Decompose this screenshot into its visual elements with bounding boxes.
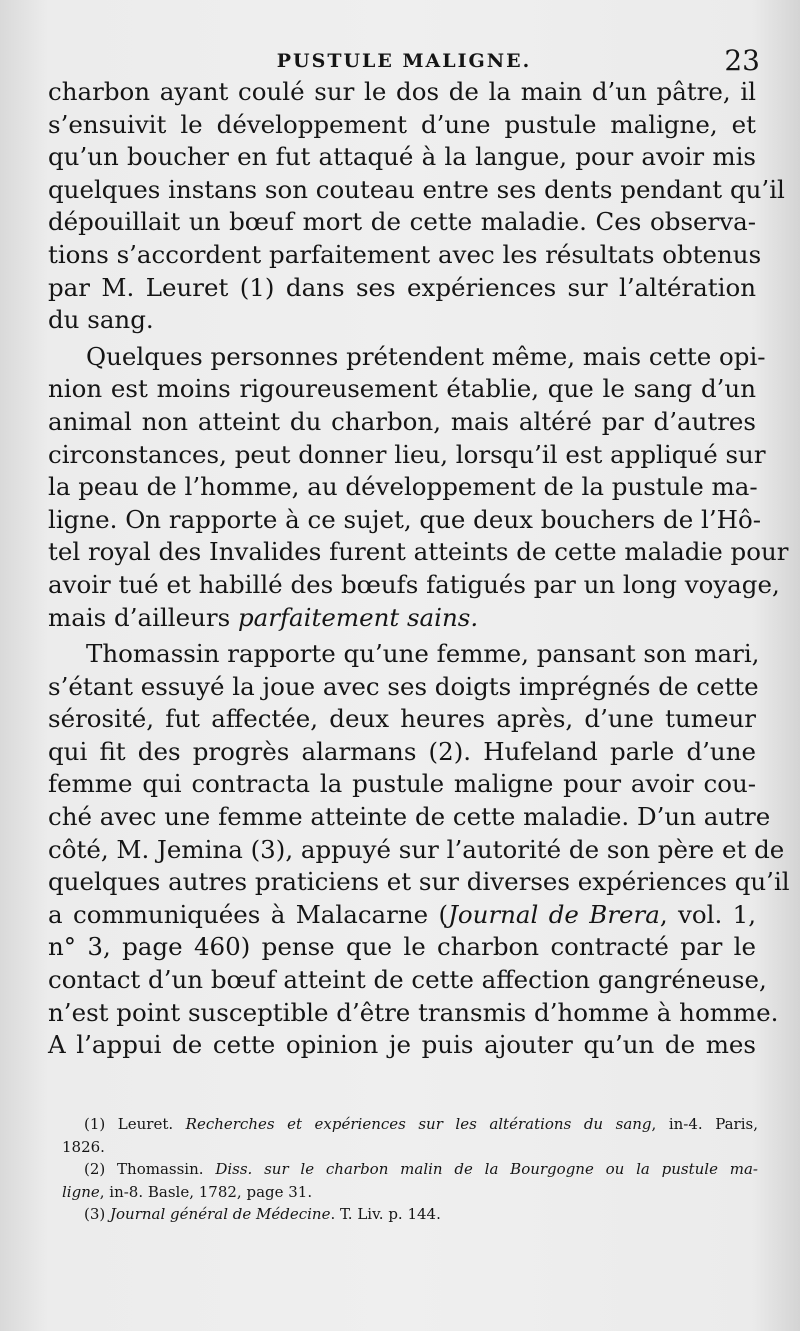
- text-line: qu’un boucher en fut attaqué à la langue, pour avoir mis: [48, 142, 756, 172]
- text-line: nion est moins rigoureusement établie, que le sang d’un: [48, 374, 756, 404]
- text-line: contact d’un bœuf atteint de cette affection gangréneuse,: [48, 965, 767, 995]
- text-line: circonstances, peut donner lieu, lorsqu’il est appliqué sur: [48, 439, 766, 469]
- text-line: s’étant essuyé la joue avec ses doigts imprégnés de cette: [48, 671, 759, 701]
- footnote-3: [62, 1203, 758, 1226]
- paragraph-3: [48, 638, 790, 1062]
- text-line: côté, M. Jemina (3), appuyé sur l’autorité de son père et de: [48, 834, 785, 864]
- text-line: quelques autres praticiens et sur diverses expériences qu’il: [48, 867, 790, 897]
- text-span: . T. Liv. p. 144.: [330, 1205, 441, 1223]
- italic-text: parfaitement sains.: [237, 602, 479, 632]
- italic-text: Journal de Brera: [448, 899, 660, 929]
- text-line: dépouillait un bœuf mort de cette maladie. Ces observa-: [48, 207, 756, 237]
- footnote-2: [62, 1158, 758, 1181]
- text-line: tions s’accordent parfaitement avec les résultats obtenus: [48, 239, 762, 269]
- text-line: [48, 899, 756, 932]
- text-line: ché avec une femme atteinte de cette maladie. D’un autre: [48, 802, 771, 832]
- footnote-marker: (3): [84, 1205, 111, 1223]
- text-line: animal non atteint du charbon, mais altéré par d’autres: [48, 406, 756, 436]
- footnote-2-continuation: [62, 1181, 758, 1204]
- text-line: quelques instans son couteau entre ses dents pendant qu’il: [48, 174, 785, 204]
- italic-text: ligne: [62, 1182, 100, 1201]
- text-span: , in-8. Basle, 1782, page 31.: [99, 1182, 313, 1201]
- footnote-1: [62, 1113, 758, 1136]
- page-number: 23: [724, 44, 760, 77]
- italic-text: Journal général de Médecine: [110, 1205, 331, 1223]
- text-line: Quelques personnes prétendent même, mais cette opi-: [86, 341, 766, 371]
- italic-text: Recherches et expériences sur les altérations du sang: [185, 1115, 652, 1133]
- text-line: [48, 602, 756, 635]
- text-line: la peau de l’homme, au développement de la pustule ma-: [48, 472, 758, 502]
- text-line: A l’appui de cette opinion je puis ajouter qu’un de mes: [48, 1030, 756, 1060]
- footnote-marker: (2) Thomassin.: [84, 1160, 216, 1178]
- text-line: du sang.: [48, 305, 154, 335]
- text-line: ligne. On rapporte à ce sujet, que deux bouchers de l’Hô-: [48, 504, 762, 534]
- text-span: , vol. 1,: [659, 899, 756, 929]
- text-line: avoir tué et habillé des bœufs fatigués par un long voyage,: [48, 569, 780, 599]
- footnote-marker: (1) Leuret.: [84, 1115, 186, 1133]
- italic-text: Diss. sur le charbon malin de la Bourgogne ou la pustule ma-: [215, 1160, 758, 1178]
- paragraph-1: [48, 76, 785, 337]
- text-line: tel royal des Invalides furent atteints de cette maladie pour: [48, 537, 789, 567]
- text-line: qui fit des progrès alarmans (2). Hufeland parle d’une: [48, 736, 756, 766]
- text-span: , in-4. Paris,: [651, 1115, 758, 1133]
- footnotes: [62, 1113, 758, 1226]
- text-line: femme qui contracta la pustule maligne pour avoir cou-: [48, 769, 756, 799]
- text-line: s’ensuivit le développement d’une pustule maligne, et: [48, 109, 756, 139]
- text-span: mais d’ailleurs: [48, 602, 238, 632]
- text-line: n° 3, page 460) pense que le charbon contracté par le: [48, 932, 756, 962]
- text-span: a communiquées à Malacarne (: [48, 899, 449, 929]
- text-line: par M. Leuret (1) dans ses expériences sur l’altération: [48, 272, 756, 302]
- running-title: PUSTULE MALIGNE.: [276, 50, 532, 72]
- paragraph-2: [48, 341, 789, 634]
- footnote-1-continuation: 1826.: [62, 1137, 105, 1156]
- text-line: sérosité, fut affectée, deux heures après, d’une tumeur: [48, 704, 756, 734]
- text-line: Thomassin rapporte qu’une femme, pansant son mari,: [86, 639, 760, 669]
- text-line: n’est point susceptible d’être transmis d’homme à homme.: [48, 997, 779, 1027]
- main-text: [48, 76, 790, 1062]
- text-line: charbon ayant coulé sur le dos de la main d’un pâtre, il: [48, 77, 756, 106]
